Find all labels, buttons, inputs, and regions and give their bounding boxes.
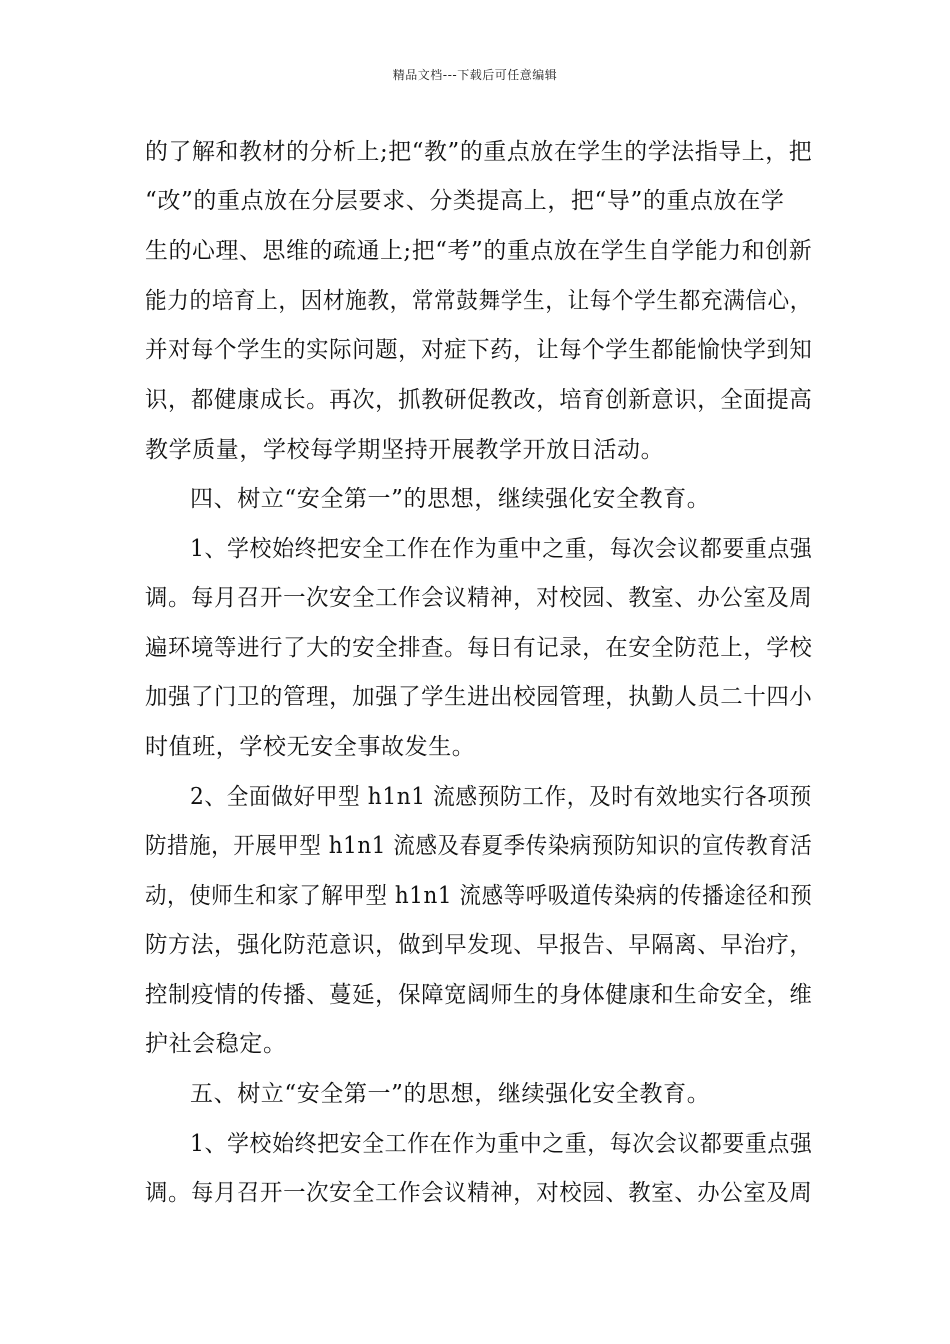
section-heading: 四、树立“安全第一”的思想，继续强化安全教育。 bbox=[190, 486, 711, 512]
text-line: 1、学校始终把安全工作在作为重中之重，每次会议都要重点强 bbox=[190, 536, 813, 562]
text-line: 护社会稳定。 bbox=[145, 1031, 287, 1057]
text-line: 时值班，学校无安全事故发生。 bbox=[145, 734, 476, 760]
text-line: 遍环境等进行了大的安全排查。每日有记录，在安全防范上，学校 bbox=[145, 635, 813, 661]
text-line: 防措施，开展甲型 h1n1 流感及春夏季传染病预防知识的宣传教育活 bbox=[145, 833, 813, 859]
text-line: 1、学校始终把安全工作在作为重中之重，每次会议都要重点强 bbox=[190, 1131, 813, 1157]
text-line: 2、全面做好甲型 h1n1 流感预防工作，及时有效地实行各项预 bbox=[190, 784, 812, 810]
text-line: 生的心理、思维的疏通上;把“考”的重点放在学生自学能力和创新 bbox=[145, 238, 813, 264]
text-line: 调。每月召开一次安全工作会议精神，对校园、教室、办公室及周 bbox=[145, 1180, 813, 1206]
text-line: 调。每月召开一次安全工作会议精神，对校园、教室、办公室及周 bbox=[145, 585, 813, 611]
text-line: 教学质量，学校每学期坚持开展教学开放日活动。 bbox=[145, 437, 665, 463]
text-line: 控制疫情的传播、蔓延，保障宽阔师生的身体健康和生命安全，维 bbox=[145, 982, 813, 1008]
text-line: 能力的培育上，因材施教，常常鼓舞学生，让每个学生都充满信心， bbox=[145, 288, 813, 314]
text-line: 的了解和教材的分析上;把“教”的重点放在学生的学法指导上，把 bbox=[145, 139, 813, 165]
section-heading: 五、树立“安全第一”的思想，继续强化安全教育。 bbox=[190, 1081, 711, 1107]
text-line: “改”的重点放在分层要求、分类提高上，把“导”的重点放在学 bbox=[145, 188, 785, 214]
text-line: 并对每个学生的实际问题，对症下药，让每个学生都能愉快学到知 bbox=[145, 337, 813, 363]
text-line: 加强了门卫的管理，加强了学生进出校园管理，执勤人员二十四小 bbox=[145, 684, 813, 710]
page-header: 精品文档---下载后可任意编辑 bbox=[392, 68, 558, 82]
text-line: 识，都健康成长。再次，抓教研促教改，培育创新意识，全面提高 bbox=[145, 387, 813, 413]
text-line: 动，使师生和家了解甲型 h1n1 流感等呼吸道传染病的传播途径和预 bbox=[145, 883, 813, 909]
text-line: 防方法，强化防范意识，做到早发现、早报告、早隔离、早治疗， bbox=[145, 932, 813, 958]
